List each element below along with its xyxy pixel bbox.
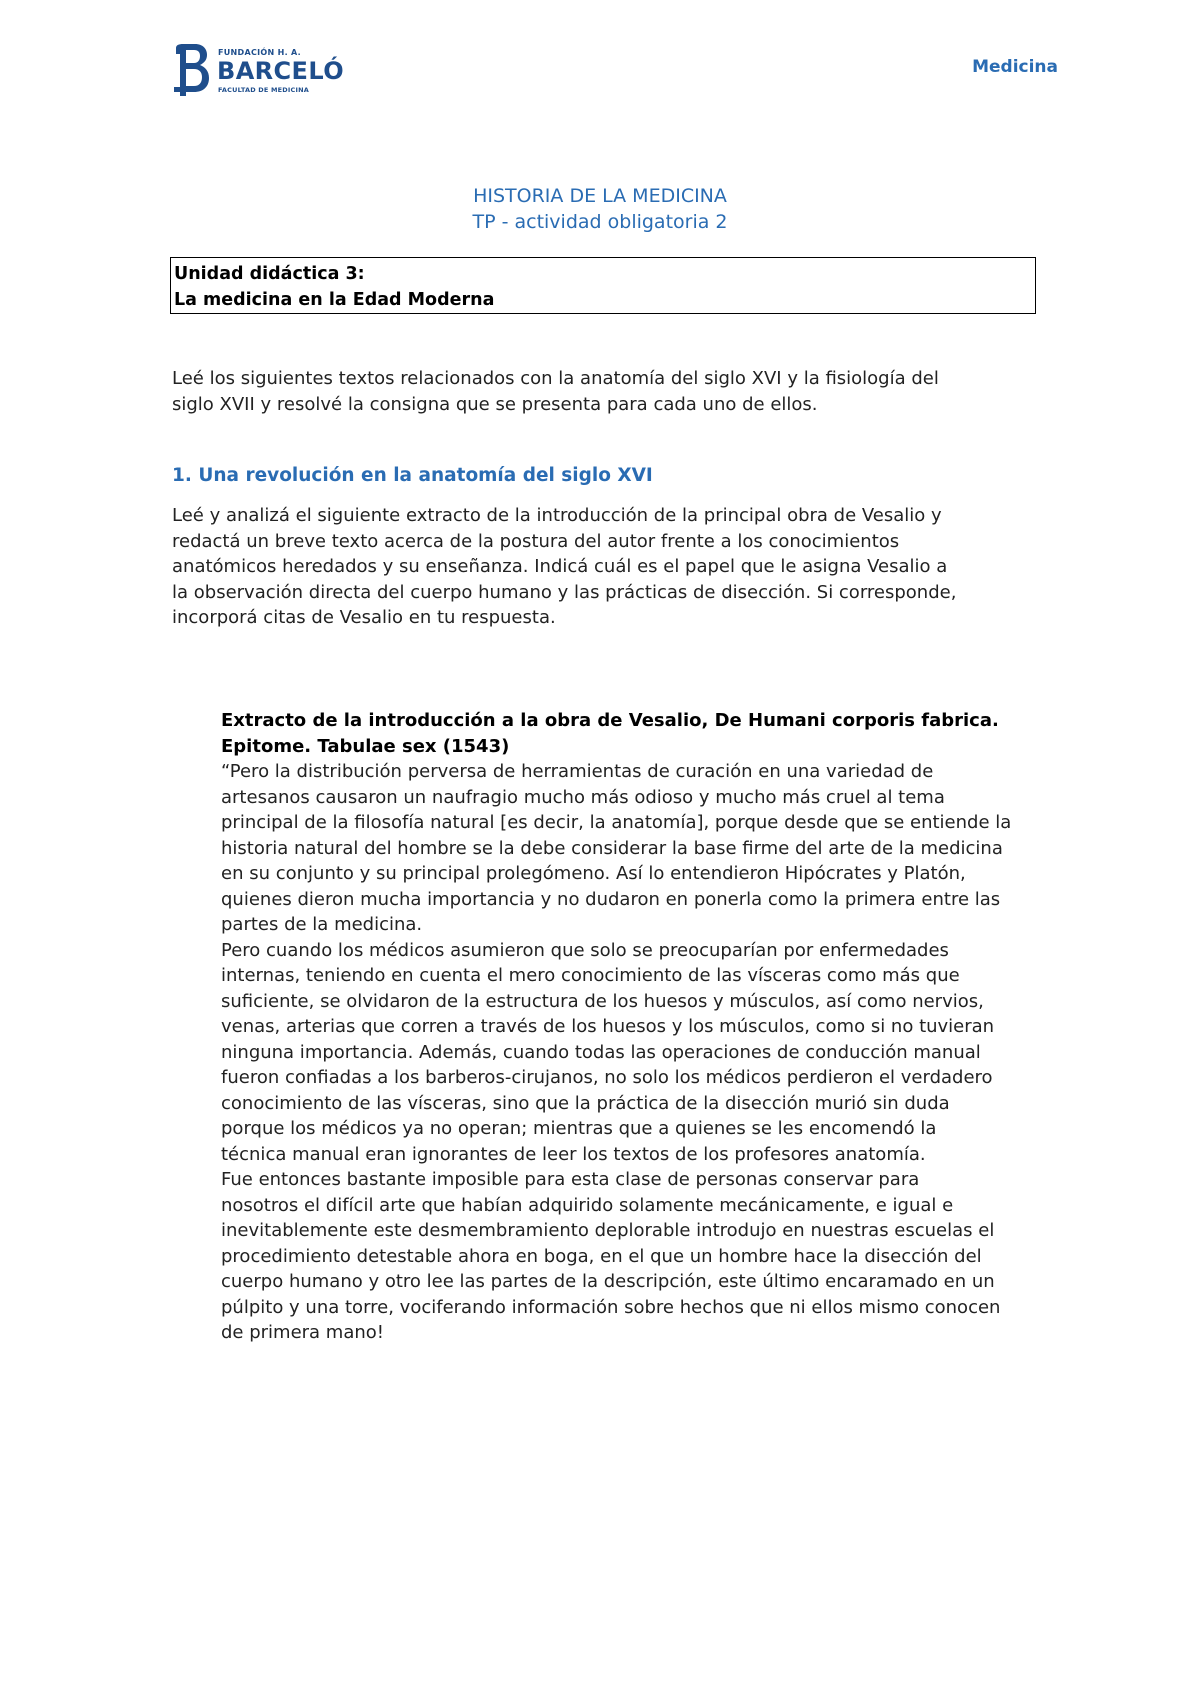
extract-line: internas, teniendo en cuenta el mero conocimiento de las vísceras como más que: [221, 965, 960, 986]
instruction-line: redactá un breve texto acerca de la postura del autor frente a los conocimientos: [172, 530, 900, 552]
header-subject: Medicina: [972, 57, 1058, 77]
logo-foundation-text: FUNDACIÓN H. A.: [218, 48, 302, 57]
extract-line: Fue entonces bastante imposible para esta clase de personas conservar para: [221, 1169, 920, 1190]
intro-line: Leé los siguientes textos relacionados con la anatomía del siglo XVI y la fisiología del: [172, 368, 939, 389]
institution-logo: [170, 42, 344, 100]
extract-line: porque los médicos ya no operan; mientras que a quienes se les encomendó la: [221, 1118, 937, 1139]
extract-line: en su conjunto y su principal prolegómeno. Así lo entendieron Hipócrates y Platón,: [221, 863, 966, 884]
barcelo-monogram-icon: [170, 42, 212, 98]
extract-line: nosotros el difícil arte que habían adquirido solamente mecánicamente, e igual e: [221, 1194, 954, 1216]
extract-title-line-1: Extracto de la introducción a la obra de Vesalio, De Humani corporis fabrica.: [221, 710, 999, 731]
extract-line: historia natural del hombre se la debe considerar la base firme del arte de la medicina: [221, 837, 1003, 859]
extract-line: venas, arterias que corren a través de los huesos y los músculos, como si no tuvieran: [221, 1016, 995, 1037]
section-1-instructions: [172, 503, 1052, 631]
extract-line: suficiente, se olvidaron de la estructura de los huesos y músculos, así como nervios,: [221, 990, 984, 1012]
instruction-line: Leé y analizá el siguiente extracto de la introducción de la principal obra de Vesalio y: [172, 505, 942, 526]
instruction-line: anatómicos heredados y su enseñanza. Indicá cuál es el papel que le asigna Vesalio a: [172, 556, 948, 577]
logo-faculty-text: FACULTAD DE MEDICINA: [218, 86, 309, 94]
extract-title-line-2: Epitome. Tabulae sex (1543): [221, 735, 510, 757]
unit-line-2: La medicina en la Edad Moderna: [174, 290, 495, 310]
extract-title: [221, 708, 1101, 759]
extract-line: quienes dieron mucha importancia y no dudaron en ponerla como la primera entre las: [221, 888, 1001, 910]
extract-line: inevitablemente este desmembramiento deplorable introdujo en nuestras escuelas el: [221, 1220, 995, 1241]
logo-name: BARCELÓ: [217, 57, 344, 85]
unit-box: [170, 257, 1036, 314]
extract-line: técnica manual eran ignorantes de leer los textos de los profesores anatomía.: [221, 1143, 926, 1165]
extract-line: púlpito y una torre, vociferando información sobre hechos que ni ellos mismo conocen: [221, 1296, 1001, 1318]
section-1-heading: 1. Una revolución en la anatomía del siglo XVI: [172, 465, 653, 486]
extract-line: ninguna importancia. Además, cuando todas las operaciones de conducción manual: [221, 1041, 981, 1063]
extract-line: Pero cuando los médicos asumieron que solo se preocuparían por enfermedades: [221, 939, 949, 961]
extract-line: principal de la filosofía natural [es decir, la anatomía], porque desde que se entiende la: [221, 812, 1012, 833]
title-line-1: HISTORIA DE LA MEDICINA: [473, 185, 727, 207]
instruction-line: incorporá citas de Vesalio en tu respuesta.: [172, 607, 556, 628]
document-title: [0, 183, 1200, 235]
instruction-line: la observación directa del cuerpo humano y las prácticas de disección. Si corresponde,: [172, 581, 957, 603]
intro-paragraph: [172, 366, 1052, 417]
vesalio-extract: [221, 708, 1101, 1346]
extract-line: procedimiento detestable ahora en boga, en el que un hombre hace la disección del: [221, 1245, 982, 1267]
extract-line: fueron confiadas a los barberos-cirujanos, no solo los médicos perdieron el verdadero: [221, 1067, 993, 1088]
extract-line: cuerpo humano y otro lee las partes de la descripción, este último encaramado en un: [221, 1271, 995, 1292]
intro-line: siglo XVII y resolvé la consigna que se presenta para cada uno de ellos.: [172, 393, 818, 415]
extract-line: artesanos causaron un naufragio mucho más odioso y mucho más cruel al tema: [221, 786, 945, 808]
unit-line-1: Unidad didáctica 3:: [174, 264, 365, 284]
title-line-2: TP - actividad obligatoria 2: [472, 211, 728, 233]
extract-text: [221, 759, 1101, 1346]
extract-line: “Pero la distribución perversa de herramientas de curación en una variedad de: [221, 761, 934, 782]
extract-line: de primera mano!: [221, 1322, 385, 1343]
extract-line: conocimiento de las vísceras, sino que la práctica de la disección murió sin duda: [221, 1092, 950, 1114]
extract-line: partes de la medicina.: [221, 914, 423, 935]
